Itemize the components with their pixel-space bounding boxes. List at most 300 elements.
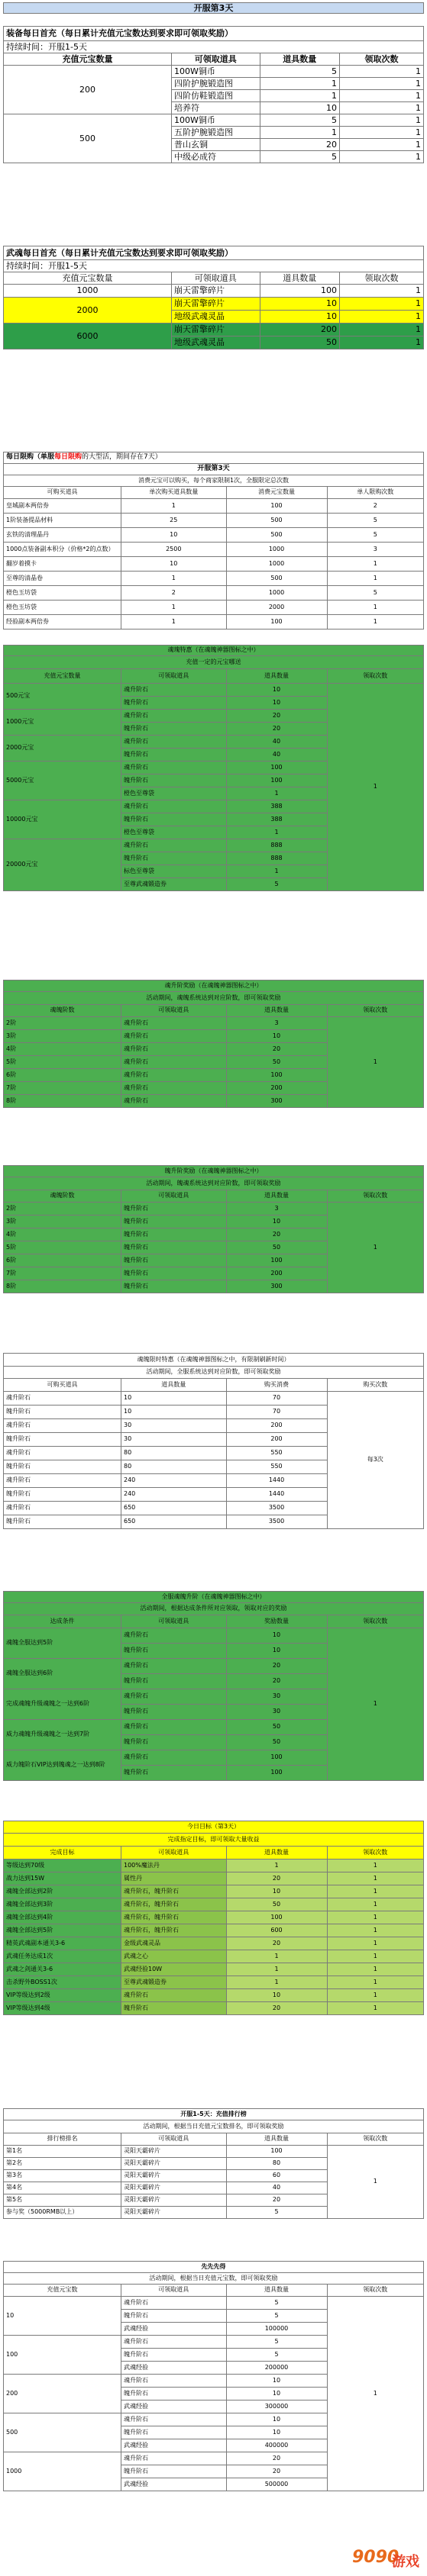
gem-daily-body [4, 66, 424, 163]
table-cell: 100W铜币 [172, 66, 260, 78]
col-header: 单人限购次数 [327, 487, 424, 499]
table-cell: 20 [226, 723, 327, 736]
table-cell: 1 [327, 557, 424, 572]
table-cell: 20 [226, 1043, 327, 1056]
table-cell: 第5名 [4, 2194, 121, 2207]
table-cell: 精英武魂副本通关3-6 [4, 1937, 121, 1950]
col-header: 达成条件 [4, 1615, 121, 1628]
po-up-desc: 活动期间，魄魂系统达到对应阶数，即可领取奖励 [4, 1177, 424, 1190]
first-buy-title: 先先先得 [4, 2262, 424, 2273]
col-header: 可购买道具 [4, 487, 121, 499]
col-header: 道具数量 [226, 1847, 327, 1860]
table-cell: 3 [327, 543, 424, 557]
table-cell: 5阶 [4, 1241, 121, 1254]
table-cell: 3 [226, 1203, 327, 1216]
table-cell: 1 [327, 2146, 424, 2219]
table-cell: 魄升阶石 [121, 2002, 227, 2015]
watermark-text: 游戏 [392, 2554, 419, 2570]
table-cell: 550 [226, 1447, 327, 1460]
table-cell: 1 [327, 1950, 424, 1963]
table-cell: 20 [226, 1872, 327, 1885]
table-cell: 玄铁的清理晶丹 [4, 528, 121, 543]
table-row [4, 285, 424, 298]
table-cell: 1 [121, 572, 227, 586]
table-row [4, 528, 424, 543]
table-cell: 1 [327, 2297, 424, 2491]
weapon-daily-header [4, 272, 424, 285]
table-cell: 魄升阶石 [121, 1766, 227, 1781]
table-cell: 100 [226, 762, 327, 774]
table-cell: 参与奖（5000RMB以上） [4, 2207, 121, 2219]
table-row [4, 684, 424, 697]
table-cell: 魂升阶石 [4, 1474, 121, 1488]
day3-title: 开服第3天 [4, 3, 424, 14]
col-header: 领取次数 [340, 53, 424, 66]
table-cell: 3阶 [4, 1030, 121, 1043]
table-cell: 2阶 [4, 1203, 121, 1216]
table-cell: 崩天雷擎碎片 [172, 285, 260, 298]
table-cell: 10 [226, 2388, 327, 2401]
server-soul-header [4, 1615, 424, 1628]
col-header: 领取次数 [327, 1190, 424, 1203]
table-cell: 5阶 [4, 1056, 121, 1069]
table-cell: 魂升阶石 [4, 1419, 121, 1433]
col-header: 可领取道具 [121, 1190, 227, 1203]
table-cell: 地级武魂灵晶 [172, 336, 260, 349]
table-cell: 888 [226, 839, 327, 852]
table-cell: 1000 [4, 2452, 121, 2491]
col-header: 排行榜排名 [4, 2133, 121, 2146]
table-cell: 1 [340, 311, 424, 324]
table-cell: 魄升阶石 [121, 2349, 227, 2362]
table-cell: 第4名 [4, 2182, 121, 2194]
first-buy-header [4, 2285, 424, 2297]
table-cell: 100 [226, 1766, 327, 1781]
table-cell: 四阶仿鞋锻造图 [172, 90, 260, 102]
col-header: 魂魄阶数 [4, 1005, 121, 1017]
table-cell: 魄升阶石 [121, 774, 227, 787]
table-row [4, 2146, 424, 2158]
col-header: 充值元宝数量 [4, 272, 172, 285]
table-cell: 4阶 [4, 1043, 121, 1056]
table-row [4, 1976, 424, 1989]
table-cell: 魂升阶石 [121, 1069, 227, 1082]
server-soul-desc: 活动期间，根据达成条件所对应领取，领取对应的奖励 [4, 1603, 424, 1615]
table-row [4, 1963, 424, 1976]
ranking-section [3, 2108, 424, 2219]
table-cell: 500 [4, 114, 172, 163]
table-cell: 魄升阶石 [121, 723, 227, 736]
col-header: 道具数量 [226, 1005, 327, 1017]
table-cell: 武魂经验 [121, 2362, 227, 2375]
table-cell: 10 [260, 311, 340, 324]
server-soul-title: 全服魂魄升阶（在魂魄神器图标之中） [4, 1592, 424, 1603]
table-row [4, 1017, 424, 1030]
table-cell: 魄升阶石 [121, 1280, 227, 1293]
table-cell: 魂升阶石，魄升阶石 [121, 1898, 227, 1911]
col-header: 领取次数 [327, 1847, 424, 1860]
table-cell: 100000 [226, 2323, 327, 2336]
table-row [4, 1392, 424, 1406]
table-cell: 灵阳天霸碎片 [121, 2146, 227, 2158]
table-cell: 5 [226, 2349, 327, 2362]
table-cell: 1 [327, 1628, 424, 1781]
table-cell: 100 [226, 1254, 327, 1267]
table-cell: 30 [121, 1433, 227, 1447]
table-cell: 2 [121, 586, 227, 601]
daily-limit-header [4, 487, 424, 499]
table-cell: 1 [226, 865, 327, 878]
table-cell: 第3名 [4, 2170, 121, 2182]
col-header: 领取次数 [327, 2285, 424, 2297]
table-cell: 10 [226, 1644, 327, 1659]
day3-title-section [3, 2, 424, 14]
soul-tip-section [3, 645, 424, 891]
table-cell: 魄升阶石 [4, 1433, 121, 1447]
table-cell: 魄升阶石 [121, 1674, 227, 1689]
table-cell: 20 [226, 2002, 327, 2015]
col-header: 领取次数 [327, 1005, 424, 1017]
table-cell: 1 [327, 1885, 424, 1898]
daily-limit-title-post: 的大型活，期间存在7天） [82, 453, 162, 462]
table-cell: 30 [121, 1419, 227, 1433]
soul-up-desc: 活动期间，魂魄系统达到对应阶数，即可领取奖励 [4, 992, 424, 1005]
table-cell: 40 [226, 2182, 327, 2194]
col-header: 道具数量 [121, 1379, 227, 1392]
table-cell: 魂升阶石 [121, 1030, 227, 1043]
table-cell: 500 [226, 572, 327, 586]
table-cell: 灵阳天霸碎片 [121, 2194, 227, 2207]
table-cell: 崩天雷擎碎片 [172, 298, 260, 311]
col-header: 道具数量 [226, 2133, 327, 2146]
table-cell: 标色至尊袋 [121, 865, 227, 878]
table-row [4, 1872, 424, 1885]
table-cell: 魂升阶石，魄升阶石 [121, 1885, 227, 1898]
daily-limit-section [3, 452, 424, 630]
table-row [4, 514, 424, 528]
table-cell: 100 [226, 1069, 327, 1082]
table-cell: 50 [260, 336, 340, 349]
table-cell: 1440 [226, 1474, 327, 1488]
table-cell: 10 [121, 1406, 227, 1419]
soul-timed-section [3, 1353, 424, 1529]
table-cell: 魄升阶石 [4, 1406, 121, 1419]
table-cell: 20 [260, 139, 340, 151]
table-cell: 40 [226, 736, 327, 749]
table-cell: 1 [327, 615, 424, 630]
table-cell: 10 [226, 1030, 327, 1043]
table-cell: 武魂之心 [121, 1950, 227, 1963]
table-cell: 2 [327, 499, 424, 514]
table-cell: 魂升阶石 [121, 684, 227, 697]
table-row [4, 1989, 424, 2002]
table-cell: 威力魂魄升级魂魄之一达到7阶 [4, 1720, 121, 1750]
table-cell: 30 [226, 1689, 327, 1705]
table-cell: 魄升阶石 [121, 1241, 227, 1254]
table-row [4, 615, 424, 630]
table-cell: 1 [226, 826, 327, 839]
table-cell: 1 [340, 78, 424, 90]
table-cell: 魂升阶石 [121, 762, 227, 774]
table-cell: 40 [226, 749, 327, 762]
table-cell: 50 [226, 1056, 327, 1069]
col-header: 奖励数量 [226, 1615, 327, 1628]
table-row [4, 499, 424, 514]
table-row [4, 1898, 424, 1911]
daily-limit-body [4, 499, 424, 630]
table-cell: 1 [327, 2002, 424, 2015]
table-cell: 第1名 [4, 2146, 121, 2158]
table-cell: 魂升阶石 [121, 2297, 227, 2310]
table-cell: 魂升阶石 [121, 2336, 227, 2349]
table-cell: 魂升阶石 [4, 1447, 121, 1460]
table-cell: 10 [226, 1989, 327, 2002]
table-cell: 魄升阶石 [121, 2310, 227, 2323]
soul-timed-header [4, 1379, 424, 1392]
table-cell: 皇城副本两倍券 [4, 499, 121, 514]
table-cell: 5 [260, 66, 340, 78]
table-row [4, 557, 424, 572]
col-header: 充值元宝数量 [4, 53, 172, 66]
table-cell: 10 [260, 102, 340, 114]
soul-tip-body [4, 684, 424, 891]
table-cell: 2500 [121, 543, 227, 557]
table-cell: 100 [226, 1911, 327, 1924]
table-cell: 5 [327, 586, 424, 601]
table-cell: 240 [121, 1488, 227, 1502]
table-cell: 1 [327, 1898, 424, 1911]
table-cell: 100 [226, 615, 327, 630]
table-cell: 50 [226, 1735, 327, 1750]
table-row [4, 1885, 424, 1898]
table-cell: 200000 [226, 2362, 327, 2375]
table-cell: 5 [226, 2297, 327, 2310]
table-cell: 80 [226, 2158, 327, 2170]
table-cell: 20 [226, 1937, 327, 1950]
weapon-daily-section [3, 246, 424, 349]
table-cell: 240 [121, 1474, 227, 1488]
table-cell: 1 [340, 336, 424, 349]
table-cell: 8阶 [4, 1280, 121, 1293]
table-cell: 100 [226, 499, 327, 514]
weapon-daily-title: 武魂每日首充（每日累计充值元宝数达到要求即可领取奖励） [4, 246, 424, 260]
col-header: 购买消费 [226, 1379, 327, 1392]
table-row [4, 298, 424, 311]
table-cell: 80 [121, 1460, 227, 1474]
table-cell: 2000元宝 [4, 736, 121, 762]
table-cell: 1 [327, 1976, 424, 1989]
table-cell: 1000 [226, 543, 327, 557]
watermark-logo: 9090 [352, 2548, 400, 2567]
weapon-daily-body [4, 285, 424, 349]
table-cell: 魄升阶石 [121, 1203, 227, 1216]
table-cell: 500 [226, 528, 327, 543]
ranking-desc: 活动期间，根据当日充值元宝数排名，即可领取奖励 [4, 2120, 424, 2133]
table-cell: 7阶 [4, 1082, 121, 1095]
table-cell: 5 [226, 2336, 327, 2349]
table-cell: 100%魔法丹 [121, 1860, 227, 1872]
col-header: 充值元宝数量 [4, 669, 121, 684]
table-cell: 魄升阶石 [121, 2426, 227, 2439]
table-cell: 完成魂魄升级魂魄之一达到6阶 [4, 1689, 121, 1720]
table-cell: 70 [226, 1392, 327, 1406]
table-cell: 至尊武魂锻造券 [121, 1976, 227, 1989]
table-cell: 1 [260, 127, 340, 139]
table-cell: 3 [226, 1017, 327, 1030]
col-header: 道具数量 [226, 669, 327, 684]
table-row [4, 1950, 424, 1963]
table-cell: 1 [327, 1937, 424, 1950]
table-cell: 等级达到70级 [4, 1860, 121, 1872]
table-cell: 1000 [226, 557, 327, 572]
table-cell: 1 [327, 1989, 424, 2002]
col-header: 道具数量 [260, 53, 340, 66]
col-header: 单次购买道具数量 [121, 487, 227, 499]
gem-daily-header [4, 53, 424, 66]
col-header: 消费元宝数量 [226, 487, 327, 499]
table-cell: 20 [226, 2452, 327, 2465]
table-cell: 20 [226, 2194, 327, 2207]
po-up-section [3, 1165, 424, 1293]
table-cell: 1000元宝 [4, 710, 121, 736]
first-buy-body [4, 2297, 424, 2491]
table-cell: 1 [226, 1963, 327, 1976]
table-cell: 20000元宝 [4, 839, 121, 891]
table-row [4, 572, 424, 586]
table-row [4, 1860, 424, 1872]
table-cell: 5 [226, 878, 327, 891]
gem-daily-section [3, 26, 424, 163]
first-buy-desc: 活动期间，根据当日充值元宝数，即可领取奖励 [4, 2273, 424, 2285]
table-cell: 灵阳天霸碎片 [121, 2158, 227, 2170]
table-cell: 魂升阶石 [121, 800, 227, 813]
soul-timed-title: 魂魄限时特惠（在魂魄神器图标之中，有限制刷新时间） [4, 1354, 424, 1367]
table-cell: 魂魄全部达到5阶 [4, 1924, 121, 1937]
po-up-body [4, 1203, 424, 1293]
soul-tip-title: 魂瑰特惠（在魂魄神器图标之中） [4, 646, 424, 656]
soul-tip-subtitle: 充值一定的元宝哪送 [4, 656, 424, 669]
table-cell: 五阶护腕锻造图 [172, 127, 260, 139]
table-cell: 魄升阶石 [121, 1254, 227, 1267]
table-cell: 10 [121, 557, 227, 572]
table-cell: 灵阳天霸碎片 [121, 2207, 227, 2219]
table-cell: 经验副本两倍券 [4, 615, 121, 630]
table-cell: 1 [327, 1017, 424, 1108]
table-cell: 2阶 [4, 1017, 121, 1030]
table-cell: 1 [121, 615, 227, 630]
table-cell: 5 [260, 151, 340, 163]
table-cell: 20 [226, 710, 327, 723]
table-cell: 武魂之剑通关3-6 [4, 1963, 121, 1976]
table-cell: 1 [226, 1950, 327, 1963]
table-cell: 200 [226, 1433, 327, 1447]
table-cell: 魄升阶石 [121, 2388, 227, 2401]
col-header: 可领取道具 [121, 1005, 227, 1017]
table-cell: 魄升阶石 [121, 697, 227, 710]
table-cell: 200 [226, 1082, 327, 1095]
table-cell: 武魂经验 [121, 2323, 227, 2336]
table-cell: 400000 [226, 2439, 327, 2452]
table-row [4, 1911, 424, 1924]
table-cell: 100 [226, 774, 327, 787]
today-goal-desc: 完成指定目标，即可领取大量收益 [4, 1834, 424, 1847]
table-cell: 650 [121, 1515, 227, 1529]
today-goal-section [3, 1821, 424, 2015]
table-cell: 2000 [226, 601, 327, 615]
col-header: 道具数量 [226, 2285, 327, 2297]
daily-limit-desc: 消费元宝可以购买，每个商家限制1次，全服限定总次数 [4, 475, 424, 487]
soul-up-header [4, 1005, 424, 1017]
table-cell: 魂魄全服达到6阶 [4, 1659, 121, 1689]
table-cell: 25 [121, 514, 227, 528]
table-cell: 橙色至尊袋 [121, 787, 227, 800]
table-cell: 1 [327, 684, 424, 891]
table-cell: 威力魄阶石VIP达到魄魂之一达到8阶 [4, 1750, 121, 1781]
table-row [4, 601, 424, 615]
table-cell: 888 [226, 852, 327, 865]
col-header: 购买次数 [327, 1379, 424, 1392]
table-cell: VIP等级达到4级 [4, 2002, 121, 2015]
table-cell: 魂魄全部达到2阶 [4, 1885, 121, 1898]
table-cell: 魂魄全服达到5阶 [4, 1628, 121, 1659]
table-cell: 300000 [226, 2401, 327, 2413]
table-cell: 500 [4, 2413, 121, 2452]
col-header: 可领取道具 [172, 272, 260, 285]
table-cell: 5 [226, 2207, 327, 2219]
table-cell: 魂升阶石 [121, 1659, 227, 1674]
table-cell: 1 [340, 324, 424, 336]
table-cell: 地级武魂灵晶 [172, 311, 260, 324]
col-header: 领取次数 [340, 272, 424, 285]
table-cell: 300 [226, 1095, 327, 1108]
table-cell: 崩天雷擎碎片 [172, 324, 260, 336]
table-cell: 1 [327, 1924, 424, 1937]
table-cell: 50 [226, 1898, 327, 1911]
table-cell: 魂升阶石 [121, 1017, 227, 1030]
table-row [4, 586, 424, 601]
table-cell: 魂升阶石 [121, 1082, 227, 1095]
table-cell: 200 [226, 1267, 327, 1280]
table-cell: 1 [340, 285, 424, 298]
table-cell: 8阶 [4, 1095, 121, 1108]
weapon-daily-duration: 持续时间：开服1-5天 [4, 260, 424, 272]
table-cell: 100W铜币 [172, 114, 260, 127]
table-cell: 20 [226, 1674, 327, 1689]
table-cell: 10 [226, 697, 327, 710]
table-cell: 魂魄全部达到3阶 [4, 1898, 121, 1911]
col-header: 领取次数 [327, 2133, 424, 2146]
soul-timed-desc: 活动期间，全服系统达到对应阶数，即可领取奖励 [4, 1367, 424, 1379]
table-cell: 魄升阶石 [121, 1228, 227, 1241]
col-header: 领取次数 [327, 669, 424, 684]
table-cell: 武魂经验 [121, 2401, 227, 2413]
table-cell: 魄升阶石 [121, 1705, 227, 1720]
table-cell: 1 [327, 601, 424, 615]
table-cell: 魄升阶石 [4, 1460, 121, 1474]
table-cell: 至尊武魂锻造券 [121, 878, 227, 891]
table-cell: 魂升阶石 [121, 1628, 227, 1644]
table-cell: 550 [226, 1460, 327, 1474]
table-cell: 至尊的清晶卷 [4, 572, 121, 586]
table-cell: 100 [4, 2336, 121, 2375]
table-cell: 橙色玉坊袋 [4, 586, 121, 601]
table-cell: 战力达到15W [4, 1872, 121, 1885]
table-cell: 1 [327, 1203, 424, 1293]
table-cell: 1 [327, 1963, 424, 1976]
table-cell: 魂升阶石 [4, 1502, 121, 1515]
table-cell: 魂升阶石 [121, 1720, 227, 1735]
table-cell: 1000 [226, 586, 327, 601]
